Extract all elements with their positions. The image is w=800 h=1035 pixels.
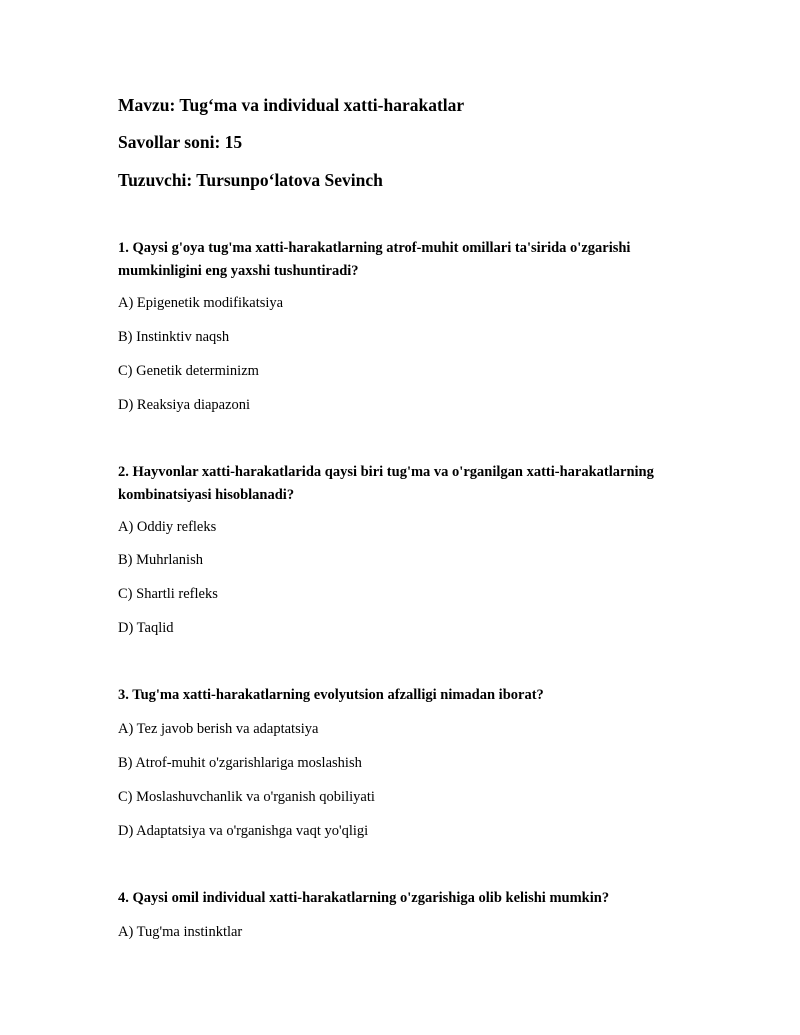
question-2-option-a: A) Oddiy refleks [118,519,217,535]
question-2-text: 2. Hayvonlar xatti-harakatlarida qaysi biri tug'ma va o'rganilgan xatti-harakatlarning kombinatsiyasi hisoblanadi? [118,464,654,503]
question-count-heading: Savollar soni: 15 [118,132,243,152]
question-1-option-c: C) Genetik determinizm [118,363,259,379]
question-4-text: 4. Qaysi omil individual xatti-harakatlarning o'zgarishiga olib kelishi mumkin? [118,890,610,906]
question-2-option-b: B) Muhrlanish [118,552,203,568]
question-3-option-a: A) Tez javob berish va adaptatsiya [118,721,319,737]
question-3-option-b: B) Atrof-muhit o'zgarishlariga moslashish [118,755,362,771]
author-heading: Tuzuvchi: Tursunpo‘latova Sevinch [118,170,383,190]
topic-heading: Mavzu: Tug‘ma va individual xatti-harakatlar [118,95,465,115]
question-1-option-d: D) Reaksiya diapazoni [118,397,251,413]
question-3-option-d: D) Adaptatsiya va o'rganishga vaqt yo'qligi [118,823,369,839]
question-3-option-c: C) Moslashuvchanlik va o'rganish qobiliyati [118,789,375,805]
question-1-option-a: A) Epigenetik modifikatsiya [118,295,284,311]
question-1-option-b: B) Instinktiv naqsh [118,329,230,345]
question-3-text: 3. Tug'ma xatti-harakatlarning evolyutsion afzalligi nimadan iborat? [118,687,544,703]
question-2-option-c: C) Shartli refleks [118,586,218,602]
question-2-option-d: D) Taqlid [118,620,174,636]
question-4-option-a: A) Tug'ma instinktlar [118,924,243,940]
question-1-text: 1. Qaysi g'oya tug'ma xatti-harakatlarning atrof-muhit omillari ta'sirida o'zgarishi mumkinligini eng yaxshi tushuntiradi? [118,240,631,279]
